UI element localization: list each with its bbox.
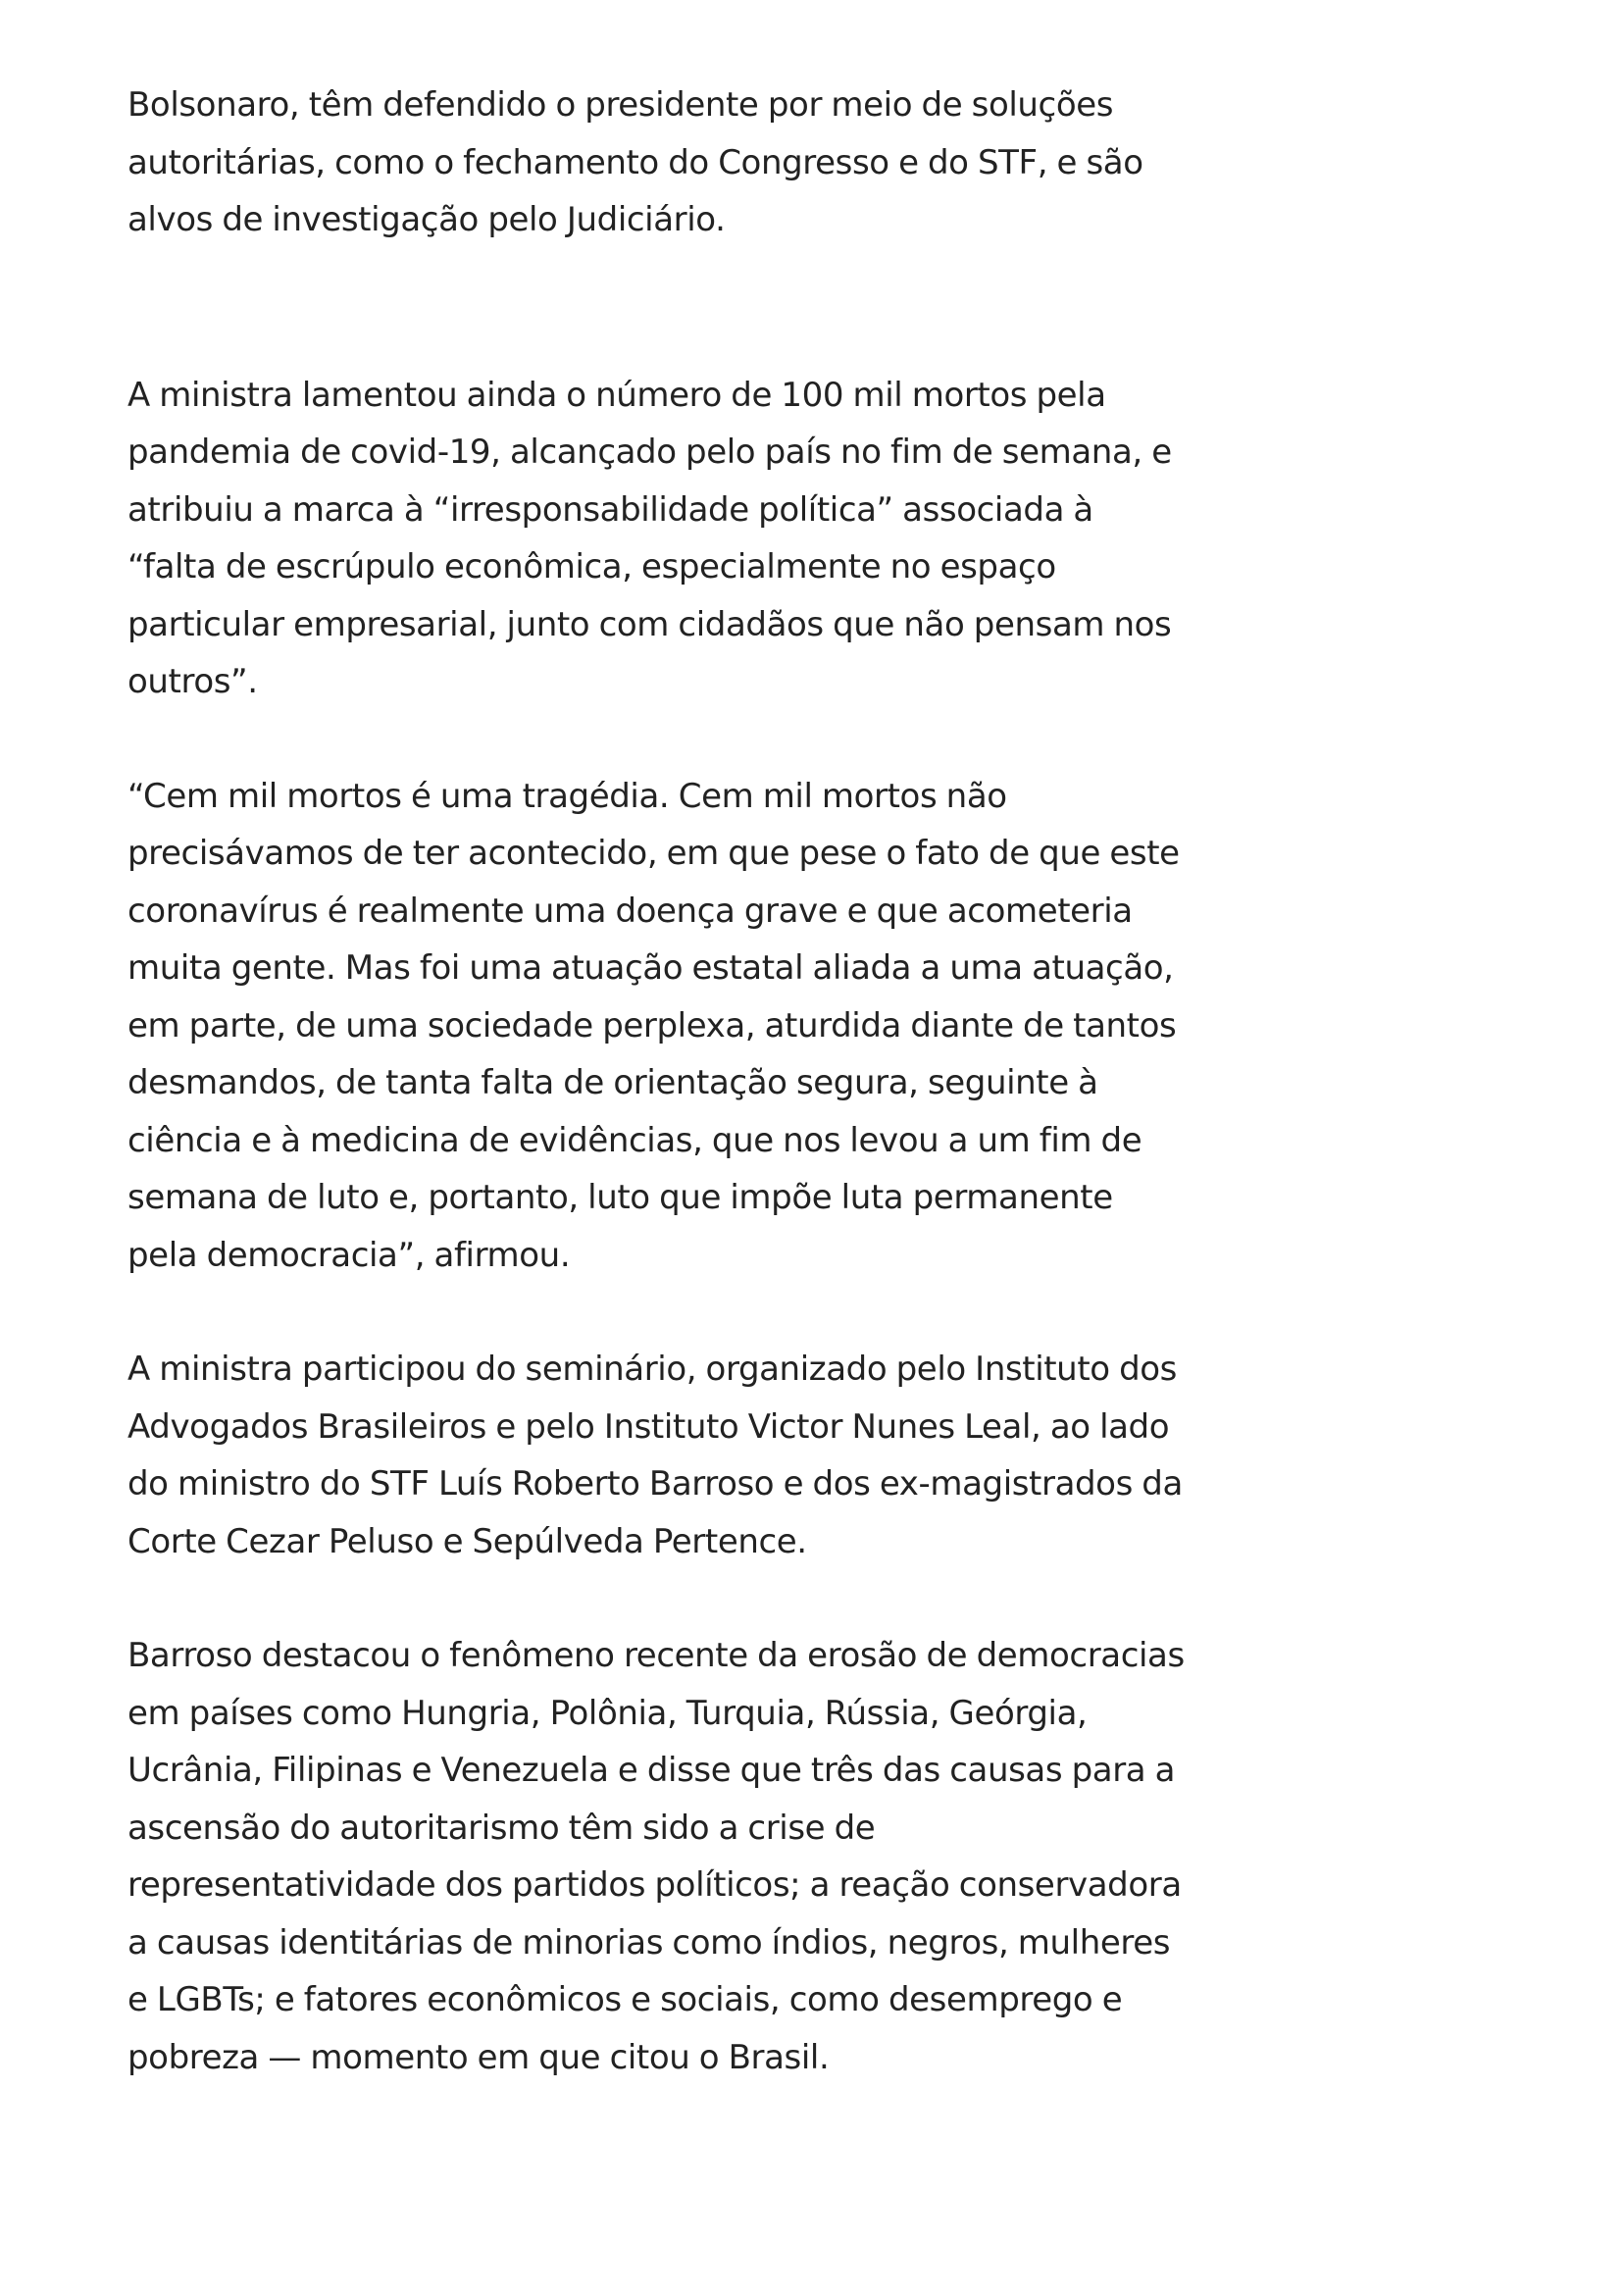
article-body [127, 76, 1187, 2143]
paragraph-pandemic-deaths: A ministra lamentou ainda o número de 100 mil mortos pela pandemia de covid-19, alcançado pelo país no fim de semana, e atribuiu a marca à “irresponsabilidade política” associada à “falta de escrúpulo econômica, especialmente no espaço particular empresarial, junto com cidadãos que não pensam nos outros”. [127, 375, 1172, 701]
paragraph-barroso-remarks: Barroso destacou o fenômeno recente da erosão de democracias em países como Hungria, Polônia, Turquia, Rússia, Geórgia, Ucrânia, Filipinas e Venezuela e disse que três das causas para a ascensão do autoritarismo têm sido a crise de representatividade dos partidos políticos; a reação conservadora a causas identitárias de minorias como índios, negros, mulheres e LGBTs; e fatores econômicos e sociais, como desemprego e pobreza — momento em que citou o Brasil. [127, 1636, 1185, 2077]
paragraph-seminar: A ministra participou do seminário, organizado pelo Instituto dos Advogados Brasileiros e pelo Instituto Victor Nunes Leal, ao lado do ministro do STF Luís Roberto Barroso e dos ex-magistrados da Corte Cezar Peluso e Sepúlveda Pertence. [127, 1350, 1183, 1561]
paragraph-minister-quote: “Cem mil mortos é uma tragédia. Cem mil mortos não precisávamos de ter acontecido, em que pese o fato de que este coronavírus é realmente uma doença grave e que acometeria muita gente. Mas foi uma atuação estatal aliada a uma atuação, em parte, de uma sociedade perplexa, aturdida diante de tantos desmandos, de tanta falta de orientação segura, seguinte à ciência e à medicina de evidências, que nos levou a um fim de semana de luto e, portanto, luto que impõe luta permanente pela democracia”, afirmou. [127, 776, 1180, 1275]
paragraph-bolsonaro-supporters: Bolsonaro, têm defendido o presidente por meio de soluções autoritárias, como o fechamento do Congresso e do STF, e são alvos de investigação pelo Judiciário. [127, 85, 1143, 239]
